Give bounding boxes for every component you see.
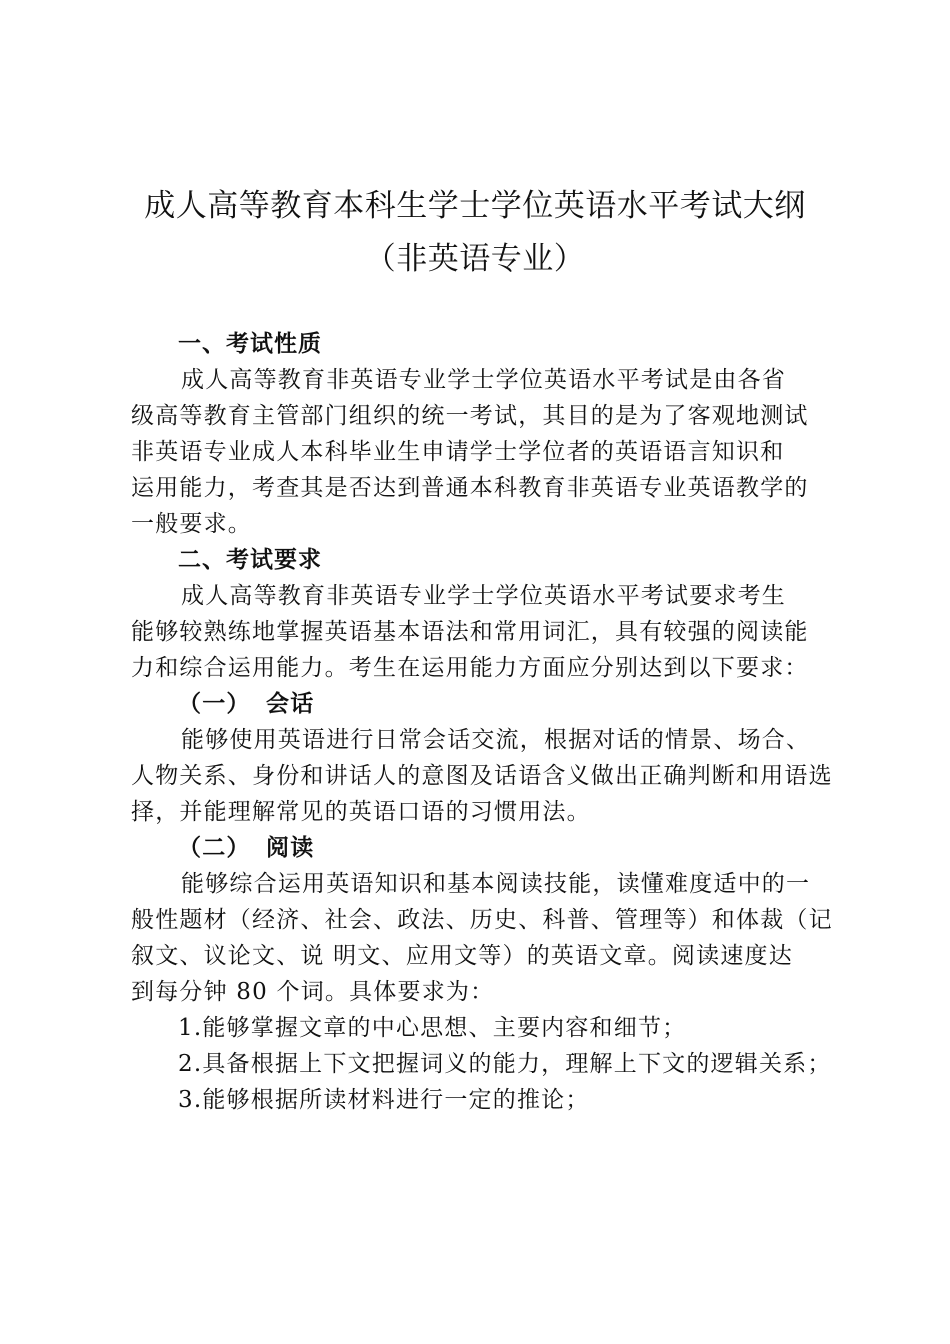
- subsection-heading-reading: [131, 830, 839, 866]
- paragraph-line: 一般要求。: [131, 511, 252, 537]
- subsection-number: （二）: [178, 834, 251, 861]
- numbered-item: 3.能够根据所读材料进行一定的推论；: [178, 1087, 590, 1113]
- paragraph-line: 叙文、议论文、说 明文、应用文等）的英语文章。阅读速度达: [131, 943, 793, 969]
- document-title: 成人高等教育本科生学士学位英语水平考试大纲: [144, 188, 806, 224]
- section-heading-exam-nature: 一、考试性质: [178, 330, 322, 357]
- subsection-number: （一）: [178, 690, 251, 717]
- paragraph-line: 人物关系、身份和讲话人的意图及话语含义做出正确判断和用语选: [131, 763, 833, 789]
- numbered-item: 1.能够掌握文章的中心思想、主要内容和细节；: [178, 1015, 687, 1041]
- paragraph-line: 能够使用英语进行日常会话交流，根据对话的情景、场合、: [181, 727, 811, 753]
- paragraph-line: 成人高等教育非英语专业学士学位英语水平考试要求考生: [181, 583, 786, 609]
- paragraph-line: 择，并能理解常见的英语口语的习惯用法。: [131, 799, 591, 825]
- paragraph-line: 力和综合运用能力。考生在运用能力方面应分别达到以下要求：: [131, 655, 809, 681]
- subsection-heading-conversation: [131, 686, 839, 722]
- subsection-title: 阅读: [266, 834, 315, 861]
- document-body: [131, 326, 839, 1118]
- paragraph-line: 运用能力，考查其是否达到普通本科教育非英语专业英语教学的: [131, 475, 809, 501]
- paragraph-line: 能够较熟练地掌握英语基本语法和常用词汇，具有较强的阅读能: [131, 619, 809, 645]
- section-heading-exam-requirements: 二、考试要求: [178, 546, 322, 573]
- paragraph-line: 般性题材（经济、社会、政法、历史、科普、管理等）和体裁（记: [131, 907, 833, 933]
- paragraph-line: 非英语专业成人本科毕业生申请学士学位者的英语语言知识和: [131, 439, 785, 465]
- paragraph-line: 成人高等教育非英语专业学士学位英语水平考试是由各省: [181, 367, 786, 393]
- paragraph-line: 级高等教育主管部门组织的统一考试，其目的是为了客观地测试: [131, 403, 809, 429]
- document-subtitle: （非英语专业）: [364, 241, 586, 277]
- subsection-title: 会话: [266, 690, 315, 717]
- numbered-item: 2.具备根据上下文把握词义的能力，理解上下文的逻辑关系；: [178, 1051, 832, 1077]
- paragraph-line: 到每分钟 80 个词。具体要求为：: [131, 979, 495, 1005]
- paragraph-line: 能够综合运用英语知识和基本阅读技能，读懂难度适中的一: [181, 871, 811, 897]
